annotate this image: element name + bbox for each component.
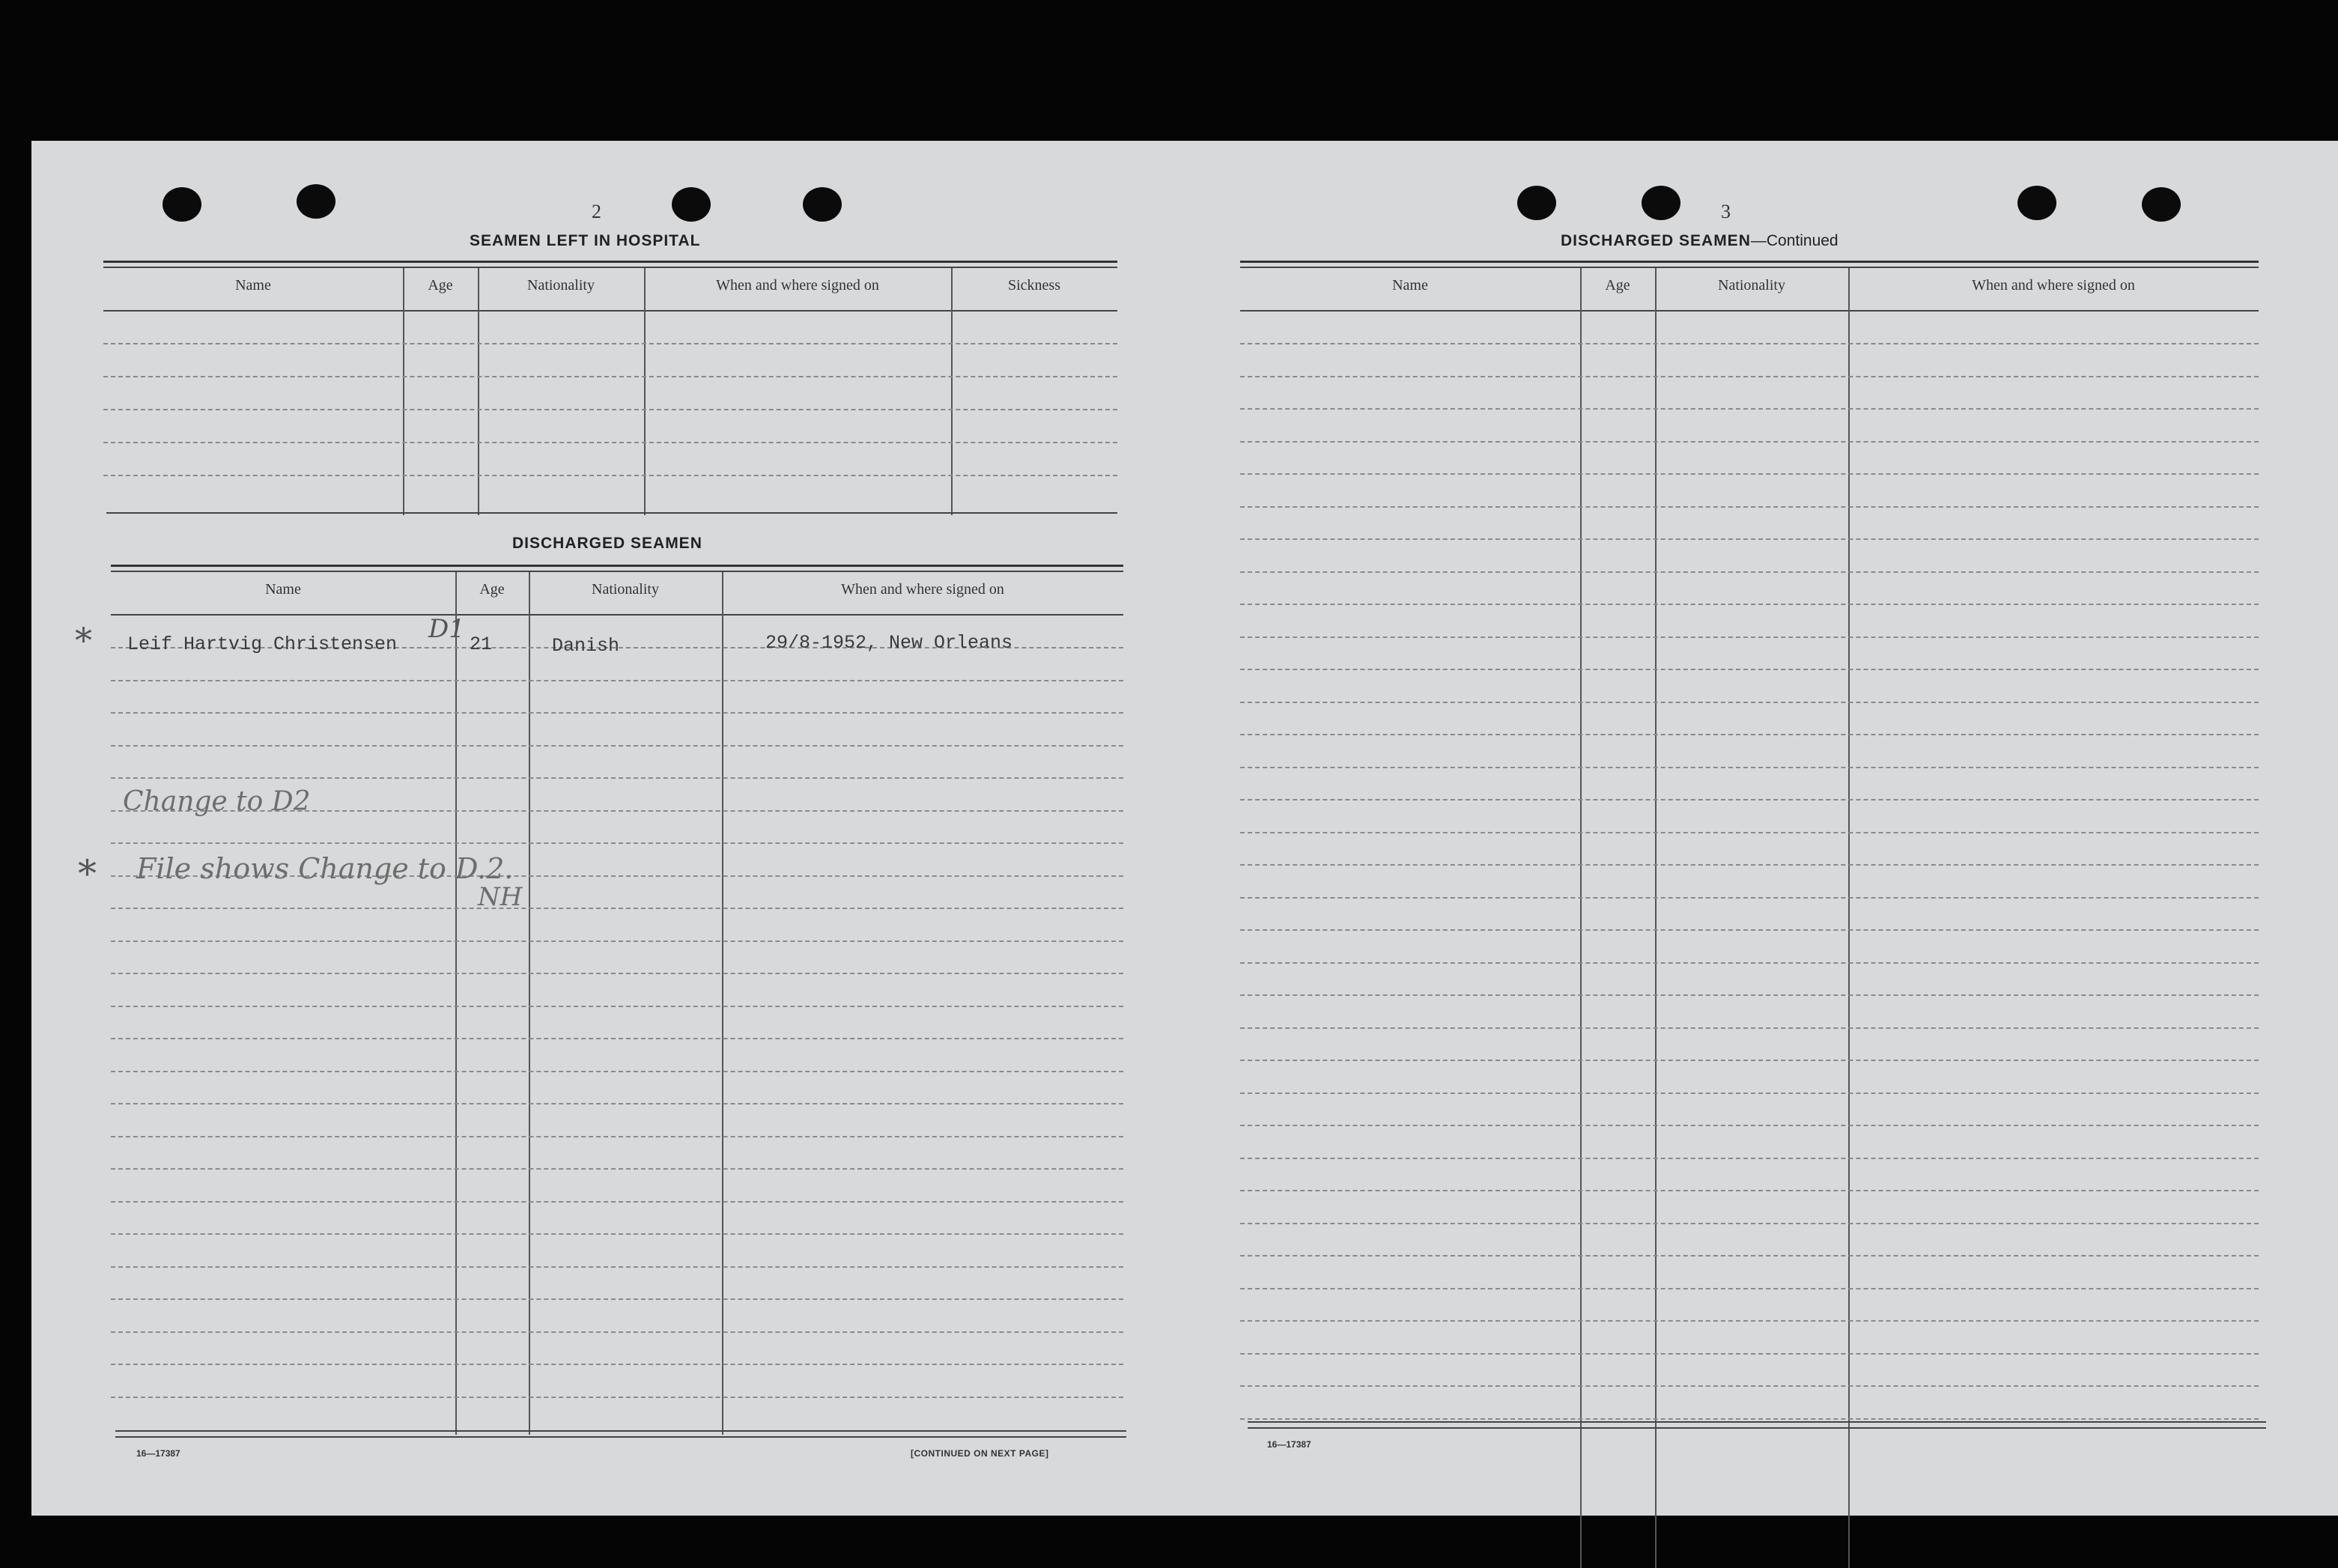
discharged-column-divider bbox=[722, 572, 723, 1435]
punch-hole bbox=[1517, 186, 1556, 220]
row-line bbox=[103, 343, 1117, 344]
rule bbox=[1248, 1427, 2266, 1429]
handwritten-note-change: Change to D2 bbox=[123, 786, 311, 817]
rule bbox=[115, 1436, 1126, 1438]
row-line bbox=[1240, 441, 2259, 443]
punch-hole bbox=[2142, 187, 2181, 222]
rule bbox=[111, 565, 1123, 567]
row-line bbox=[111, 1136, 1123, 1137]
row-line bbox=[111, 1168, 1123, 1170]
continued-on-next-page: [CONTINUED ON NEXT PAGE] bbox=[911, 1448, 1049, 1459]
seaman-signed-on-cell: 29/8-1952, New Orleans bbox=[765, 632, 1013, 654]
page-number-right: 3 bbox=[1721, 201, 1731, 222]
rule bbox=[103, 267, 1117, 268]
row-line bbox=[1240, 799, 2259, 800]
form-number-right: 16—17387 bbox=[1267, 1439, 1311, 1450]
handwritten-initials: NH bbox=[478, 882, 523, 912]
row-line bbox=[111, 1201, 1123, 1203]
row-line bbox=[1240, 1320, 2259, 1322]
right-column-divider bbox=[1848, 268, 1850, 1568]
right-title-main: DISCHARGED SEAMEN bbox=[1561, 232, 1751, 249]
page-number-left: 2 bbox=[592, 201, 601, 222]
right-col-signed-on: When and where signed on bbox=[1972, 277, 2135, 294]
row-line bbox=[1240, 1385, 2259, 1387]
row-line bbox=[111, 1331, 1123, 1333]
discharged-section-title: DISCHARGED SEAMEN bbox=[512, 535, 702, 552]
rule bbox=[103, 261, 1117, 263]
punch-hole bbox=[803, 187, 842, 222]
discharged-column-divider bbox=[529, 572, 530, 1435]
row-line bbox=[111, 777, 1123, 779]
row-line bbox=[1240, 1060, 2259, 1061]
row-line bbox=[1240, 864, 2259, 866]
hospital-col-age: Age bbox=[428, 277, 453, 294]
row-line bbox=[111, 1103, 1123, 1104]
row-line bbox=[1240, 1255, 2259, 1256]
row-line bbox=[111, 1006, 1123, 1007]
row-line bbox=[111, 1233, 1123, 1235]
hospital-col-nationality: Nationality bbox=[527, 277, 595, 294]
row-line bbox=[103, 409, 1117, 410]
row-line bbox=[111, 1266, 1123, 1268]
discharged-col-nationality: Nationality bbox=[592, 581, 659, 598]
row-line bbox=[1240, 962, 2259, 964]
row-line bbox=[103, 442, 1117, 443]
row-line bbox=[1240, 1093, 2259, 1094]
hospital-column-divider bbox=[403, 268, 404, 515]
right-section-title bbox=[1561, 232, 1838, 250]
row-line bbox=[1240, 604, 2259, 605]
rule bbox=[103, 310, 1117, 312]
row-line bbox=[111, 908, 1123, 909]
row-line bbox=[1240, 1418, 2259, 1420]
right-column-divider bbox=[1580, 268, 1582, 1568]
row-line bbox=[1240, 506, 2259, 508]
handwritten-mark-d1: D1 bbox=[428, 614, 465, 644]
rule bbox=[1240, 261, 2259, 263]
row-line bbox=[1240, 1223, 2259, 1224]
hospital-col-signed-on: When and where signed on bbox=[716, 277, 879, 294]
right-title-suffix: —Continued bbox=[1750, 232, 1838, 249]
row-line bbox=[111, 842, 1123, 844]
row-line bbox=[111, 680, 1123, 681]
hospital-column-divider bbox=[644, 268, 646, 515]
row-line bbox=[103, 475, 1117, 476]
row-line bbox=[1240, 1027, 2259, 1029]
row-line bbox=[111, 1038, 1123, 1039]
rule bbox=[1240, 310, 2259, 312]
handwritten-asterisk: * bbox=[78, 852, 97, 896]
row-line bbox=[111, 1298, 1123, 1300]
form-number-left: 16—17387 bbox=[136, 1448, 180, 1459]
right-col-nationality: Nationality bbox=[1718, 277, 1785, 294]
discharged-col-name: Name bbox=[265, 581, 301, 598]
row-line bbox=[1240, 669, 2259, 670]
punch-hole bbox=[297, 184, 335, 219]
row-line bbox=[1240, 1158, 2259, 1159]
seaman-nationality-cell: Danish bbox=[552, 635, 620, 657]
handwritten-note-file: File shows Change to D.2. bbox=[136, 852, 514, 885]
rule bbox=[115, 1430, 1126, 1432]
punch-hole bbox=[1642, 186, 1680, 220]
row-line bbox=[1240, 832, 2259, 833]
rule bbox=[111, 571, 1123, 572]
handwritten-asterisk: * bbox=[75, 620, 92, 660]
rule bbox=[1240, 267, 2259, 268]
punch-hole bbox=[2017, 186, 2056, 220]
rule bbox=[1248, 1421, 2266, 1423]
row-line bbox=[1240, 376, 2259, 377]
hospital-column-divider bbox=[478, 268, 479, 515]
row-line bbox=[1240, 702, 2259, 703]
row-line bbox=[111, 1397, 1123, 1398]
row-line bbox=[1240, 473, 2259, 475]
right-col-name: Name bbox=[1392, 277, 1428, 294]
seaman-name-cell: Leif Hartvig Christensen bbox=[127, 633, 398, 655]
row-line bbox=[1240, 408, 2259, 410]
discharged-column-divider bbox=[455, 572, 457, 1435]
seaman-age-cell: 21 bbox=[470, 633, 493, 655]
row-line bbox=[1240, 538, 2259, 540]
hospital-column-divider bbox=[951, 268, 953, 515]
row-line bbox=[111, 1071, 1123, 1072]
row-line bbox=[1240, 343, 2259, 344]
row-line bbox=[1240, 897, 2259, 899]
row-line bbox=[1240, 1353, 2259, 1355]
hospital-col-sickness: Sickness bbox=[1008, 277, 1060, 294]
discharged-col-signed-on: When and where signed on bbox=[841, 581, 1004, 598]
row-line bbox=[111, 745, 1123, 747]
row-line bbox=[103, 376, 1117, 377]
row-line bbox=[111, 712, 1123, 714]
punch-hole bbox=[672, 187, 711, 222]
row-line bbox=[1240, 1288, 2259, 1289]
row-line bbox=[1240, 636, 2259, 638]
ledger-sheet bbox=[31, 141, 2338, 1516]
rule bbox=[111, 614, 1123, 616]
row-line bbox=[1240, 571, 2259, 573]
row-line bbox=[1240, 734, 2259, 735]
punch-hole bbox=[163, 187, 201, 222]
row-line bbox=[1240, 929, 2259, 931]
right-column-divider bbox=[1655, 268, 1657, 1568]
row-line bbox=[111, 1364, 1123, 1365]
discharged-col-age: Age bbox=[479, 581, 505, 598]
row-line bbox=[111, 973, 1123, 974]
row-line bbox=[111, 941, 1123, 942]
row-line bbox=[1240, 1190, 2259, 1191]
hospital-section-title: SEAMEN LEFT IN HOSPITAL bbox=[470, 232, 701, 249]
row-line bbox=[1240, 1125, 2259, 1126]
rule bbox=[106, 512, 1117, 514]
row-line bbox=[1240, 767, 2259, 768]
right-col-age: Age bbox=[1605, 277, 1630, 294]
hospital-col-name: Name bbox=[235, 277, 271, 294]
row-line bbox=[1240, 994, 2259, 996]
